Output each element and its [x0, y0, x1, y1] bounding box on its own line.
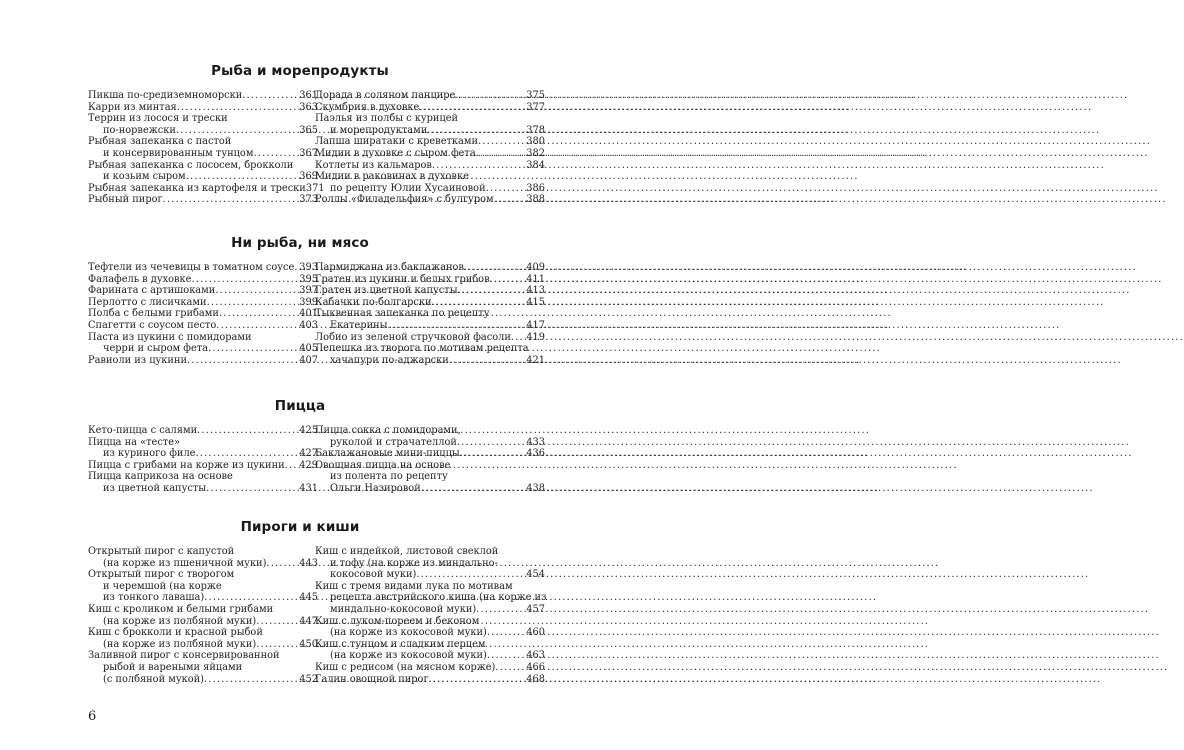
toc-entry[interactable] — [88, 297, 318, 309]
dot-leader — [204, 674, 299, 686]
toc-column-right — [315, 425, 545, 495]
dot-leader — [421, 483, 527, 495]
toc-page-number: 375 — [526, 90, 545, 101]
toc-entry-title: и черемшой (на корже — [103, 580, 222, 592]
toc-entry[interactable] — [88, 113, 318, 136]
dot-leader — [266, 558, 299, 570]
toc-entry-title: Гратен из цукини и белых грибов — [315, 273, 490, 285]
section-title: Пицца — [274, 398, 326, 414]
toc-entry-title: Фарината с артишоками — [88, 285, 216, 297]
toc-entry[interactable] — [88, 355, 318, 367]
toc-entry-title: Пицца с грибами на корже из цукини — [88, 459, 285, 471]
dot-leader — [387, 320, 526, 332]
toc-entry[interactable] — [315, 448, 545, 460]
dot-leader — [476, 148, 527, 160]
toc-column-right — [315, 262, 545, 366]
toc-entry-title: Киш с кроликом и белыми грибами — [88, 603, 274, 615]
toc-entry[interactable] — [88, 627, 318, 650]
toc-entry[interactable] — [88, 285, 318, 297]
toc-entry[interactable] — [88, 460, 318, 472]
dot-leader — [242, 90, 299, 102]
toc-entry-title: Киш с редисом (на мясном корже) — [315, 661, 496, 673]
dot-leader — [457, 437, 526, 449]
toc-page-number: 373 — [299, 194, 318, 206]
dot-leader — [490, 274, 527, 286]
toc-entry-title: (на корже из кокосовой муки) — [330, 627, 487, 639]
toc-entry-title: Роллы «Филадельфия» с булгуром — [315, 194, 494, 206]
section-title: Пироги и киши — [240, 519, 360, 535]
toc-entry[interactable] — [315, 581, 545, 616]
toc-entry-title: (на корже из кокосовой муки) — [330, 650, 487, 662]
toc-entry-title: Лобио из зеленой стручковой фасоли — [315, 331, 511, 343]
dot-leader — [253, 148, 299, 160]
toc-entry-title: Мидии в духовке с сыром фета — [315, 147, 476, 159]
toc-entry[interactable] — [315, 546, 545, 581]
toc-entry[interactable] — [315, 194, 545, 206]
toc-entry-title: Равиоли из цукини — [88, 354, 188, 366]
toc-entry-title: Пицца сокка с помидорами, — [315, 425, 461, 436]
toc-entry[interactable] — [88, 136, 318, 159]
toc-entry[interactable] — [88, 194, 318, 206]
toc-entry[interactable] — [315, 460, 545, 495]
dot-leader — [195, 448, 299, 460]
toc-page-number: 436 — [526, 448, 545, 460]
toc-page-number: 454 — [526, 569, 545, 581]
toc-entry[interactable] — [315, 102, 545, 114]
toc-entry-title: рецепта австрийского киша (на корже из — [330, 592, 547, 604]
toc-page-number: 427 — [299, 448, 318, 460]
dot-leader — [487, 650, 526, 662]
dot-leader — [187, 355, 299, 367]
dot-leader — [176, 125, 299, 137]
toc-page-number: 382 — [526, 147, 545, 159]
toc-entry-title: из тонкого лаваша) — [103, 592, 205, 604]
dot-leader — [476, 604, 526, 616]
dot-leader — [486, 183, 527, 195]
toc-entry-title: Киш с луком-пореем и беконом — [315, 615, 480, 627]
toc-entry-title: рыбой и вареными яйцами — [103, 661, 243, 673]
toc-entry-title: из цветной капусты — [103, 482, 207, 494]
toc-entry-title: Открытый пирог с творогом — [88, 569, 235, 581]
toc-entry[interactable] — [315, 616, 545, 639]
toc-page-number: 388 — [526, 194, 545, 206]
toc-entry[interactable] — [315, 90, 545, 102]
dot-leader — [449, 355, 527, 367]
toc-page-number: 393 — [299, 262, 318, 273]
toc-entry[interactable] — [315, 343, 545, 366]
toc-page-number: 378 — [526, 124, 545, 136]
toc-entry-title: Пицца на «тесте» — [88, 436, 181, 448]
section-title: Ни рыба, ни мясо — [231, 235, 369, 251]
toc-page-number: 468 — [526, 673, 545, 685]
toc-entry-title: Кабачки по-болгарски — [315, 296, 432, 308]
toc-page-number: 445 — [299, 592, 318, 604]
toc-entry-title: из полента по рецепту — [330, 471, 448, 483]
toc-page-number: 386 — [526, 182, 545, 194]
toc-entry-title: руколой и страчателлой — [330, 436, 457, 448]
toc-page-number: 371 — [305, 182, 325, 194]
toc-page-number: 397 — [299, 285, 318, 297]
toc-page-number: 384 — [526, 159, 545, 171]
toc-entry-title: (с полбяной мукой) — [103, 673, 204, 685]
toc-entry-title: Пармиджана из баклажанов — [315, 262, 464, 273]
toc-entry[interactable] — [88, 569, 318, 604]
toc-page-number: 417 — [526, 319, 545, 331]
toc-entry[interactable] — [88, 425, 318, 437]
dot-leader — [204, 592, 299, 604]
toc-entry-title: Галин овощной пирог — [315, 673, 429, 685]
section-title: Рыба и морепродукты — [211, 63, 389, 79]
toc-entry[interactable] — [315, 425, 545, 448]
toc-column-left — [88, 546, 318, 685]
toc-entry-title: Фалафель в духовке — [88, 273, 192, 285]
toc-entry-title: Мидии в раковинах в духовке — [315, 171, 469, 183]
dot-leader — [206, 483, 299, 495]
toc-page-number: 395 — [299, 273, 318, 285]
toc-page-number: 361 — [299, 90, 318, 101]
toc-entry-title: Кето-пицца с салями — [88, 425, 198, 436]
toc-entry-title: Полба с белыми грибами — [88, 308, 219, 320]
toc-entry[interactable] — [88, 471, 318, 494]
toc-entry[interactable] — [315, 639, 545, 662]
toc-page-number: 367 — [299, 147, 318, 159]
toc-entry-title: и козьим сыром — [103, 171, 186, 183]
toc-entry[interactable] — [88, 262, 318, 274]
dot-leader — [216, 320, 299, 332]
toc-entry[interactable] — [88, 332, 318, 355]
toc-entry-title: Террин из лосося и трески — [88, 113, 228, 125]
dot-leader — [416, 569, 526, 581]
toc-page-number: 365 — [299, 124, 318, 136]
toc-entry[interactable] — [88, 182, 325, 195]
toc-entry-title: (на корже из полбяной муки) — [103, 615, 257, 627]
toc-page-number: 409 — [526, 262, 545, 273]
toc-entry[interactable] — [315, 136, 545, 148]
toc-page-number: 411 — [526, 273, 545, 285]
dot-leader — [455, 90, 526, 102]
toc-entry[interactable] — [88, 437, 318, 460]
toc-entry[interactable] — [88, 650, 318, 685]
toc-entry[interactable] — [88, 90, 318, 102]
dot-leader — [458, 285, 527, 297]
dot-leader — [419, 102, 526, 114]
toc-entry-title: Карри из минтая — [88, 101, 177, 113]
toc-page-number: 363 — [299, 101, 318, 113]
toc-entry-title: Перлотто с лисичками — [88, 296, 207, 308]
toc-entry-title: Открытый пирог с капустой — [88, 546, 235, 557]
toc-entry-title: Паэлья из полбы с курицей — [315, 113, 459, 125]
toc-page-number: 433 — [526, 436, 545, 448]
dot-leader — [478, 136, 526, 148]
toc-page-number: 415 — [526, 296, 545, 308]
toc-page-number: 447 — [299, 615, 318, 627]
toc-page-number: 466 — [526, 661, 545, 673]
toc-entry-title: миндально-кокосовой муки) — [330, 603, 477, 615]
dot-leader — [256, 639, 299, 651]
toc-entry[interactable] — [315, 332, 545, 344]
toc-entry[interactable] — [315, 148, 545, 160]
toc-entry[interactable] — [315, 662, 545, 674]
toc-entry-title: Пикша по-средиземноморски — [88, 90, 243, 101]
toc-entry-title: Екатерины — [330, 319, 388, 331]
toc-entry-title: Ольги Назировой — [330, 482, 421, 494]
toc-entry-title: Лапша ширатаки с креветками — [315, 136, 479, 148]
dot-leader — [494, 194, 527, 206]
toc-entry-title: хачапури по-аджарски — [330, 354, 449, 366]
toc-entry[interactable] — [315, 308, 545, 331]
toc-entry-title: (на корже из полбяной муки) — [103, 638, 257, 650]
toc-entry-title: Рыбная запеканка с пастой — [88, 136, 232, 148]
toc-page-number: 450 — [299, 638, 318, 650]
toc-entry[interactable] — [315, 262, 545, 274]
dot-leader — [432, 297, 527, 309]
toc-entry[interactable] — [88, 308, 318, 320]
toc-page-number: 399 — [299, 296, 318, 308]
toc-entry-title: Киш с тремя видами лука по мотивам — [315, 580, 513, 592]
toc-entry-title: и тофу (на корже из миндально- — [330, 557, 498, 569]
toc-entry-title: и морепродуктами — [330, 124, 428, 136]
toc-entry-title: и консервированным тунцом — [103, 147, 254, 159]
dot-leader — [208, 343, 299, 355]
toc-page-number: 460 — [526, 627, 545, 639]
toc-entry[interactable] — [315, 171, 545, 194]
toc-entry-title: Киш с тунцом и сладким перцем — [315, 638, 486, 650]
dot-leader — [464, 262, 526, 274]
toc-page-number: 380 — [526, 136, 545, 148]
toc-page-number: 413 — [526, 285, 545, 297]
toc-entry[interactable] — [315, 160, 545, 172]
toc-page-number: 452 — [299, 673, 318, 685]
toc-page-number: 431 — [299, 482, 318, 494]
toc-page-number: 438 — [526, 482, 545, 494]
dot-leader — [177, 102, 300, 114]
toc-entry[interactable] — [315, 113, 545, 136]
toc-page-number: 421 — [526, 354, 545, 366]
toc-entry-title: Котлеты из кальмаров — [315, 159, 432, 171]
toc-column-left — [88, 90, 325, 206]
toc-entry-title: Пицца каприкоза на основе — [88, 471, 233, 483]
toc-entry-title: Паста из цукини с помидорами — [88, 331, 252, 343]
toc-entry-title: Тефтели из чечевицы в томатном соусе — [88, 262, 295, 273]
toc-entry-title: Скумбрия в духовке — [315, 101, 420, 113]
toc-page-number: 407 — [299, 354, 318, 366]
dot-leader — [163, 194, 300, 206]
toc-entry-title: Баклажановые мини-пиццы — [315, 448, 460, 460]
dot-leader — [207, 297, 300, 309]
toc-page-number: 443 — [299, 557, 318, 569]
toc-page-number: 425 — [299, 425, 318, 436]
toc-entry[interactable] — [88, 160, 318, 183]
dot-leader — [215, 285, 299, 297]
toc-column-left — [88, 262, 318, 366]
toc-entry-title: Овощная пицца на основе — [315, 459, 451, 471]
toc-entry-title: по рецепту Юлии Хусаиновой — [330, 182, 486, 194]
toc-entry[interactable] — [88, 274, 318, 286]
toc-entry[interactable] — [315, 274, 545, 286]
dot-leader — [487, 627, 526, 639]
toc-entry[interactable] — [88, 546, 318, 569]
toc-entry[interactable] — [88, 320, 318, 332]
dot-leader — [429, 674, 527, 686]
dot-leader — [197, 425, 299, 437]
toc-page-number: 369 — [299, 171, 318, 183]
toc-entry-title: Лепешка из творога по мотивам рецепта — [315, 343, 529, 355]
toc-page-number: 403 — [299, 319, 318, 331]
toc-entry-title: кокосовой муки) — [330, 569, 417, 581]
toc-column-right — [315, 90, 545, 206]
toc-entry[interactable] — [315, 297, 545, 309]
toc-page-number: 419 — [526, 331, 545, 343]
dot-leader — [432, 160, 526, 172]
toc-page-number: 457 — [526, 603, 545, 615]
toc-entry-title: Дорада в соляном панцире — [315, 90, 456, 101]
toc-entry-title: Рыбная запеканка с лососем, брокколи — [88, 159, 294, 171]
toc-entry-title: Заливной пирог с консервированной — [88, 650, 280, 662]
dot-leader — [256, 616, 299, 628]
toc-column-left — [88, 425, 318, 495]
toc-entry-title: черри и сыром фета — [103, 343, 209, 355]
toc-entry[interactable] — [88, 102, 318, 114]
toc-entry[interactable] — [315, 285, 545, 297]
toc-page-number: 405 — [299, 343, 318, 355]
toc-entry[interactable] — [315, 674, 545, 686]
dot-leader — [219, 308, 299, 320]
dot-leader — [511, 332, 526, 344]
dot-leader — [186, 171, 300, 183]
toc-page-number: 429 — [299, 459, 318, 471]
toc-entry-title: Киш с индейкой, листовой свеклой — [315, 546, 499, 557]
toc-entry-title: из куриного филе — [103, 448, 196, 460]
dot-leader — [460, 448, 527, 460]
toc-entry-title: Тыквенная запеканка по рецепту — [315, 308, 490, 320]
toc-page-number: 377 — [526, 101, 545, 113]
toc-entry-title: (на корже из пшеничной муки) — [103, 557, 267, 569]
toc-entry-title: Рыбная запеканка из картофеля и трески — [88, 182, 306, 194]
toc-column-right — [315, 546, 545, 685]
toc-entry-title: Рыбный пирог — [88, 194, 163, 206]
toc-entry-title: Спагетти с соусом песто — [88, 319, 217, 331]
toc-entry-title: Киш с брокколи и красной рыбой — [88, 627, 263, 639]
toc-page-number: 463 — [526, 650, 545, 662]
dot-leader — [285, 460, 300, 472]
page-number: 6 — [88, 709, 97, 724]
toc-page-number: 401 — [299, 308, 318, 320]
dot-leader — [427, 125, 526, 137]
toc-entry-title: Гратен из цветной капусты — [315, 285, 458, 297]
toc-entry-title: по-норвежски — [103, 124, 176, 136]
dot-leader — [495, 662, 526, 674]
dot-leader — [191, 274, 299, 286]
toc-entry[interactable] — [88, 604, 318, 627]
